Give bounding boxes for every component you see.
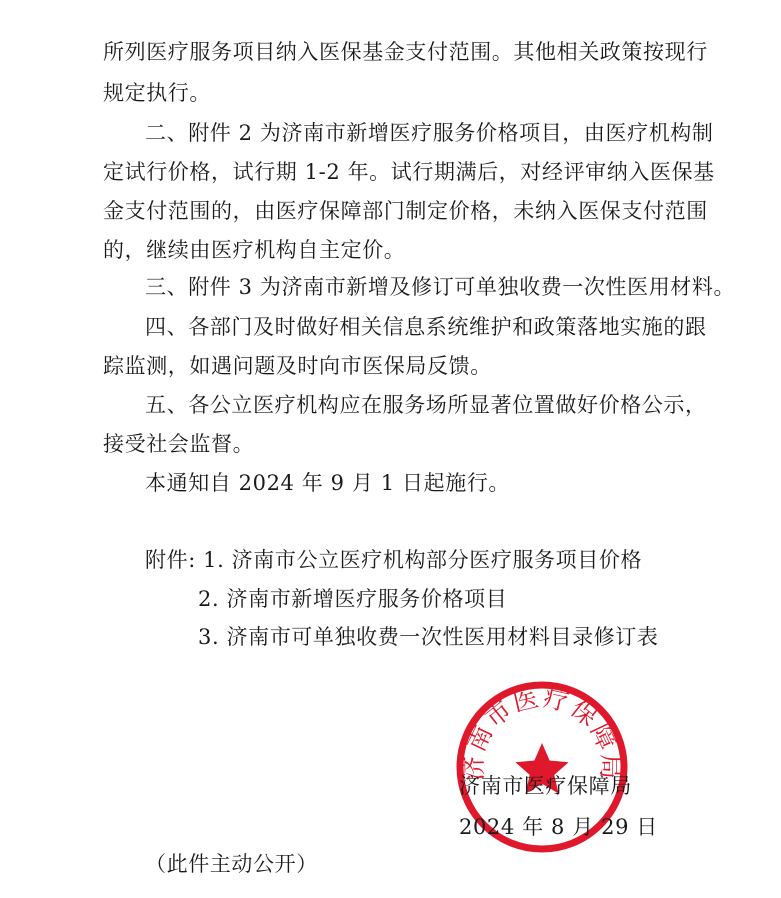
paragraph-line: 定试行价格，试行期 1-2 年。试行期满后，对经评审纳入医保基 [103,160,715,184]
effective-date-line: 本通知自 2024 年 9 月 1 日起施行。 [145,471,511,495]
paragraph-line: 接受社会监督。 [103,432,255,456]
paragraph-line: 的，继续由医疗机构自主定价。 [103,238,406,262]
seal-text: 济南市医疗保障局 [458,682,626,782]
paragraph-line: 三、附件 3 为济南市新增及修订可单独收费一次性医用材料。 [145,275,736,299]
paragraph-line: 四、各部门及时做好相关信息系统维护和政策落地实施的跟 [145,315,707,339]
attachment-item: 2. 济南市新增医疗服务价格项目 [198,587,508,611]
paragraph-line: 五、各公立医疗机构应在服务场所显著位置做好价格公示， [145,393,707,417]
paragraph-line: 金支付范围的，由医疗保障部门制定价格，未纳入医保支付范围 [103,199,708,223]
disclosure-note: （此件主动公开） [145,852,318,876]
paragraph-line: 所列医疗服务项目纳入医保基金支付范围。其他相关政策按现行 [103,40,708,64]
paragraph-line: 规定执行。 [103,81,211,105]
issue-date: 2024 年 8 月 29 日 [459,815,658,839]
paragraph-line: 踪监测，如遇问题及时向市医保局反馈。 [103,354,492,378]
paragraph-line: 二、附件 2 为济南市新增医疗服务价格项目，由医疗机构制 [145,121,714,145]
attachment-item: 3. 济南市可单独收费一次性医用材料目录修订表 [198,625,659,649]
attachment-item: 附件: 1. 济南市公立医疗机构部分医疗服务项目价格 [145,548,643,572]
issuer-name: 济南市医疗保障局 [459,774,632,798]
